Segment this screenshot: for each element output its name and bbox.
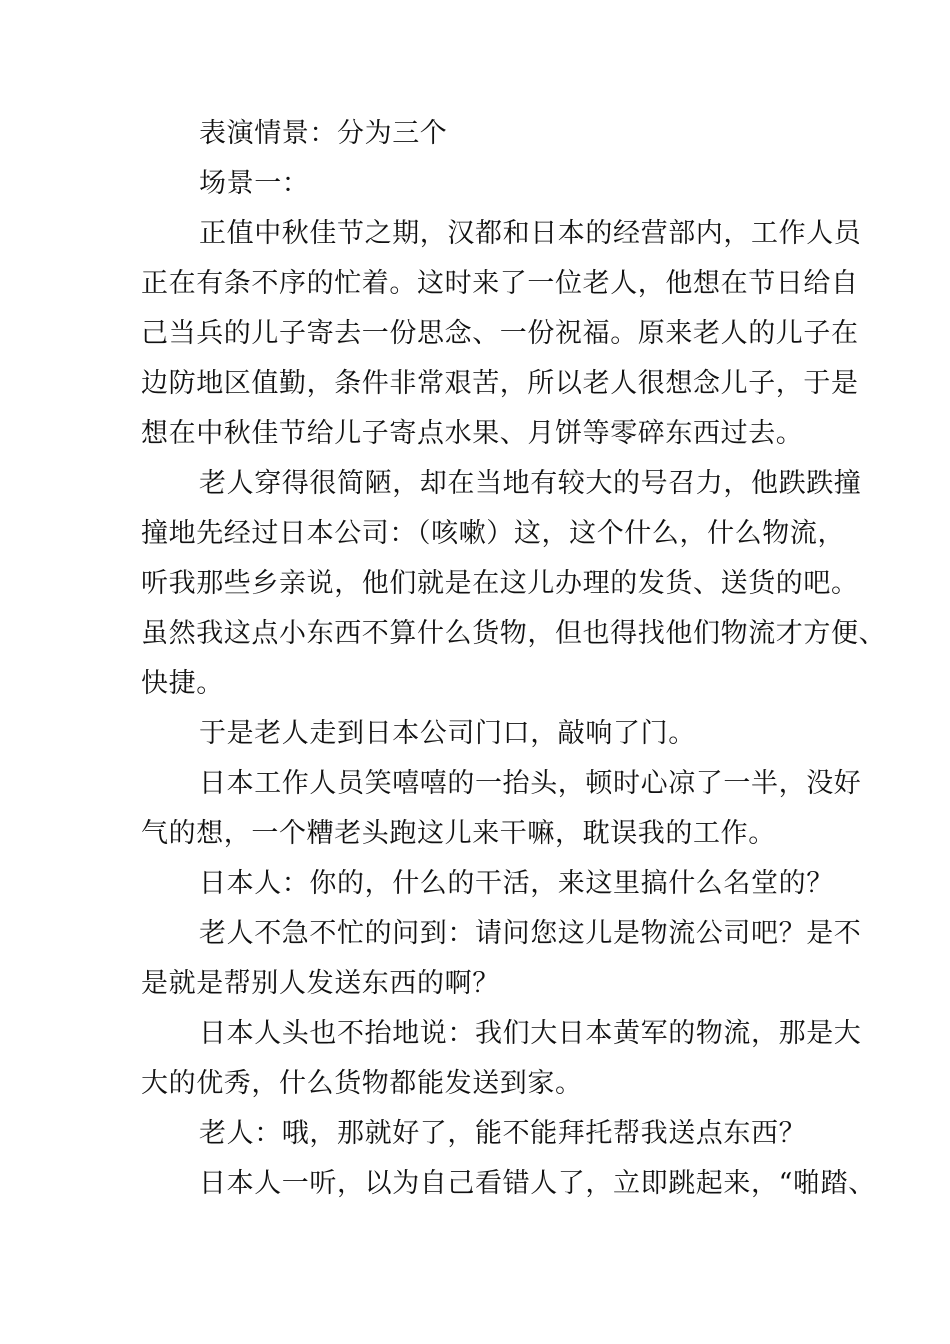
text-line: 日本工作人员笑嘻嘻的一抬头，顿时心凉了一半，没好 <box>199 768 862 799</box>
text-line: 听我那些乡亲说，他们就是在这儿办理的发货、送货的吧。 <box>141 568 859 599</box>
text-line: 己当兵的儿子寄去一份思念、一份祝福。原来老人的儿子在 <box>141 318 859 349</box>
text-line: 日本人头也不抬地说：我们大日本黄军的物流，那是大 <box>199 1018 862 1049</box>
text-line: 老人：哦，那就好了，能不能拜托帮我送点东西？ <box>199 1118 807 1149</box>
text-line: 表演情景：分为三个 <box>199 118 448 149</box>
text-line: 快捷。 <box>141 668 224 699</box>
text-line: 撞地先经过日本公司：（咳嗽）这，这个什么，什么物流， <box>141 518 846 549</box>
text-line: 想在中秋佳节给儿子寄点水果、月饼等零碎东西过去。 <box>141 418 804 449</box>
text-line: 老人穿得很简陋，却在当地有较大的号召力，他跌跌撞 <box>199 468 862 499</box>
text-line: 虽然我这点小东西不算什么货物，但也得找他们物流才方便、 <box>141 618 887 649</box>
text-line: 于是老人走到日本公司门口，敲响了门。 <box>199 718 696 749</box>
text-line: 正值中秋佳节之期，汉都和日本的经营部内，工作人员 <box>199 218 862 249</box>
text-line: 气的想，一个糟老头跑这儿来干嘛，耽误我的工作。 <box>141 818 776 849</box>
text-line: 场景一： <box>199 168 310 199</box>
text-line: 边防地区值勤，条件非常艰苦，所以老人很想念儿子，于是 <box>141 368 859 399</box>
text-line: 正在有条不序的忙着。这时来了一位老人，他想在节日给自 <box>141 268 859 299</box>
text-line: 是就是帮别人发送东西的啊？ <box>141 968 500 999</box>
text-line: 日本人一听，以为自己看错人了，立即跳起来，“啪踏、 <box>199 1168 876 1199</box>
text-line: 大的优秀，什么货物都能发送到家。 <box>141 1068 583 1099</box>
text-line: 老人不急不忙的问到：请问您这儿是物流公司吧？是不 <box>199 918 862 949</box>
text-line: 日本人：你的，什么的干活，来这里搞什么名堂的？ <box>199 868 834 899</box>
